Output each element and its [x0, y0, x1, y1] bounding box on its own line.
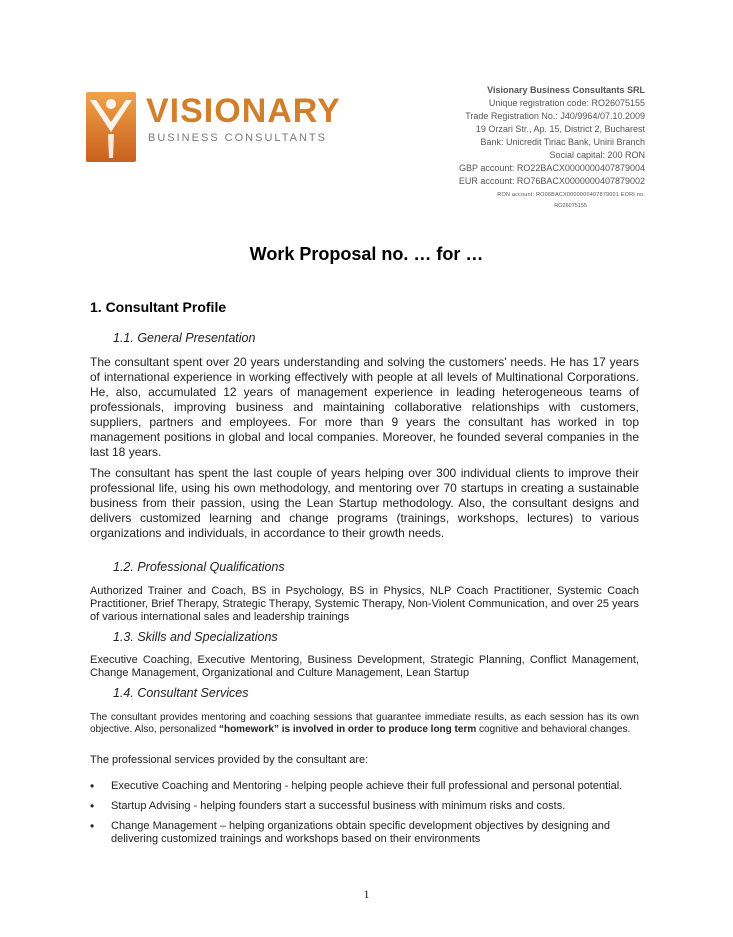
company-line: Trade Registration No.: J40/9964/07.10.2009 [465, 111, 645, 121]
services-text-bold: “homework” is involved in order to produce long term [218, 724, 477, 735]
subsection-heading: 1.3. Skills and Specializations [113, 630, 278, 644]
services-intro: The professional services provided by the consultant are: [90, 754, 369, 766]
company-eori: RO26075155 [554, 203, 587, 209]
section-heading: 1. Consultant Profile [90, 299, 227, 315]
company-line: Social capital: 200 RON [549, 150, 645, 160]
logo-tagline: BUSINESS CONSULTANTS [148, 132, 327, 144]
list-item-text: Executive Coaching and Mentoring - helping people achieve their full professional and personal potential. [111, 780, 623, 792]
company-line: Unique registration code: RO26075155 [488, 98, 645, 108]
list-item-text: Change Management – helping organizations obtain specific development objectives by designing and delivering customized trainings and workshops based on their environments [111, 820, 610, 845]
bullet-icon: • [90, 779, 95, 793]
company-name: Visionary Business Consultants SRL [487, 85, 645, 95]
services-text-2: cognitive and behavioral changes. [476, 724, 631, 735]
company-line: EUR account: RO76BACX0000000407879002 [458, 176, 645, 186]
services-paragraph [90, 712, 639, 736]
list-item [90, 780, 639, 793]
subsection-heading: 1.2. Professional Qualifications [113, 560, 285, 574]
subsection-heading: 1.4. Consultant Services [113, 686, 249, 700]
services-list [90, 780, 639, 853]
skills-paragraph: Executive Coaching, Executive Mentoring, Business Development, Strategic Planning, Conflict Management, Change Management, Organizational and Culture Management, Lean Startup [90, 654, 639, 679]
list-item [90, 800, 639, 813]
company-logo [86, 92, 341, 162]
company-line: GBP account: RO22BACX0000000407879004 [459, 163, 645, 173]
services-text-1: The consultant provides mentoring and coaching sessions that guarantee immediate results, as each session has its own objective. Also, personalized [90, 712, 639, 735]
bullet-icon: • [90, 799, 95, 813]
subsection-heading: 1.1. General Presentation [113, 331, 256, 345]
list-item [90, 820, 639, 846]
company-line: 19 Orzari Str., Ap. 15, District 2, Bucharest [475, 124, 645, 134]
visionary-logo-icon [86, 92, 136, 162]
page-number: 1 [363, 887, 370, 901]
general-presentation-paragraph-1: The consultant spent over 20 years understanding and solving the customers' needs. He has 17 years of international experience in working effectively with people at all levels of Multinational Corporations. He, also, accumulated 12 years of management experience in leading heterogeneous teams of professionals, improving business and maintaining collaborative relationships with customers, suppliers, partners and employees. For more than 9 years the consultant has worked in top management positions in global and local companies. Moreover, he founded several companies in the last 18 years. [90, 355, 639, 459]
qualifications-paragraph: Authorized Trainer and Coach, BS in Psychology, BS in Physics, NLP Coach Practitioner, Systemic Coach Practitioner, Brief Therapy, Strategic Therapy, Systemic Therapy, Non-Violent Communication, and over 25 years of various international sales and leadership trainings [90, 585, 639, 623]
company-line: Bank: Unicredit Tiriac Bank, Unirii Branch [480, 137, 645, 147]
company-details [459, 84, 645, 212]
general-presentation-paragraph-2: The consultant has spent the last couple of years helping over 300 individual clients to improve their professional life, using his own methodology, and mentoring over 70 startups in creating a sustainable business from their passion, using the Lean Startup methodology. Also, the consultant designs and delivers customized learning and change programs (trainings, workshops, lectures) to various organizations and individuals, in accordance to their growth needs. [90, 466, 639, 540]
company-ron-line: RON account: RO06BACX0000000407879001 EORI no. [497, 192, 645, 198]
list-item-text: Startup Advising - helping founders start a successful business with minimum risks and costs. [111, 800, 566, 812]
logo-wordmark: VISIONARY [146, 92, 341, 130]
bullet-icon: • [90, 819, 95, 833]
document-title: Work Proposal no. … for … [249, 244, 484, 264]
